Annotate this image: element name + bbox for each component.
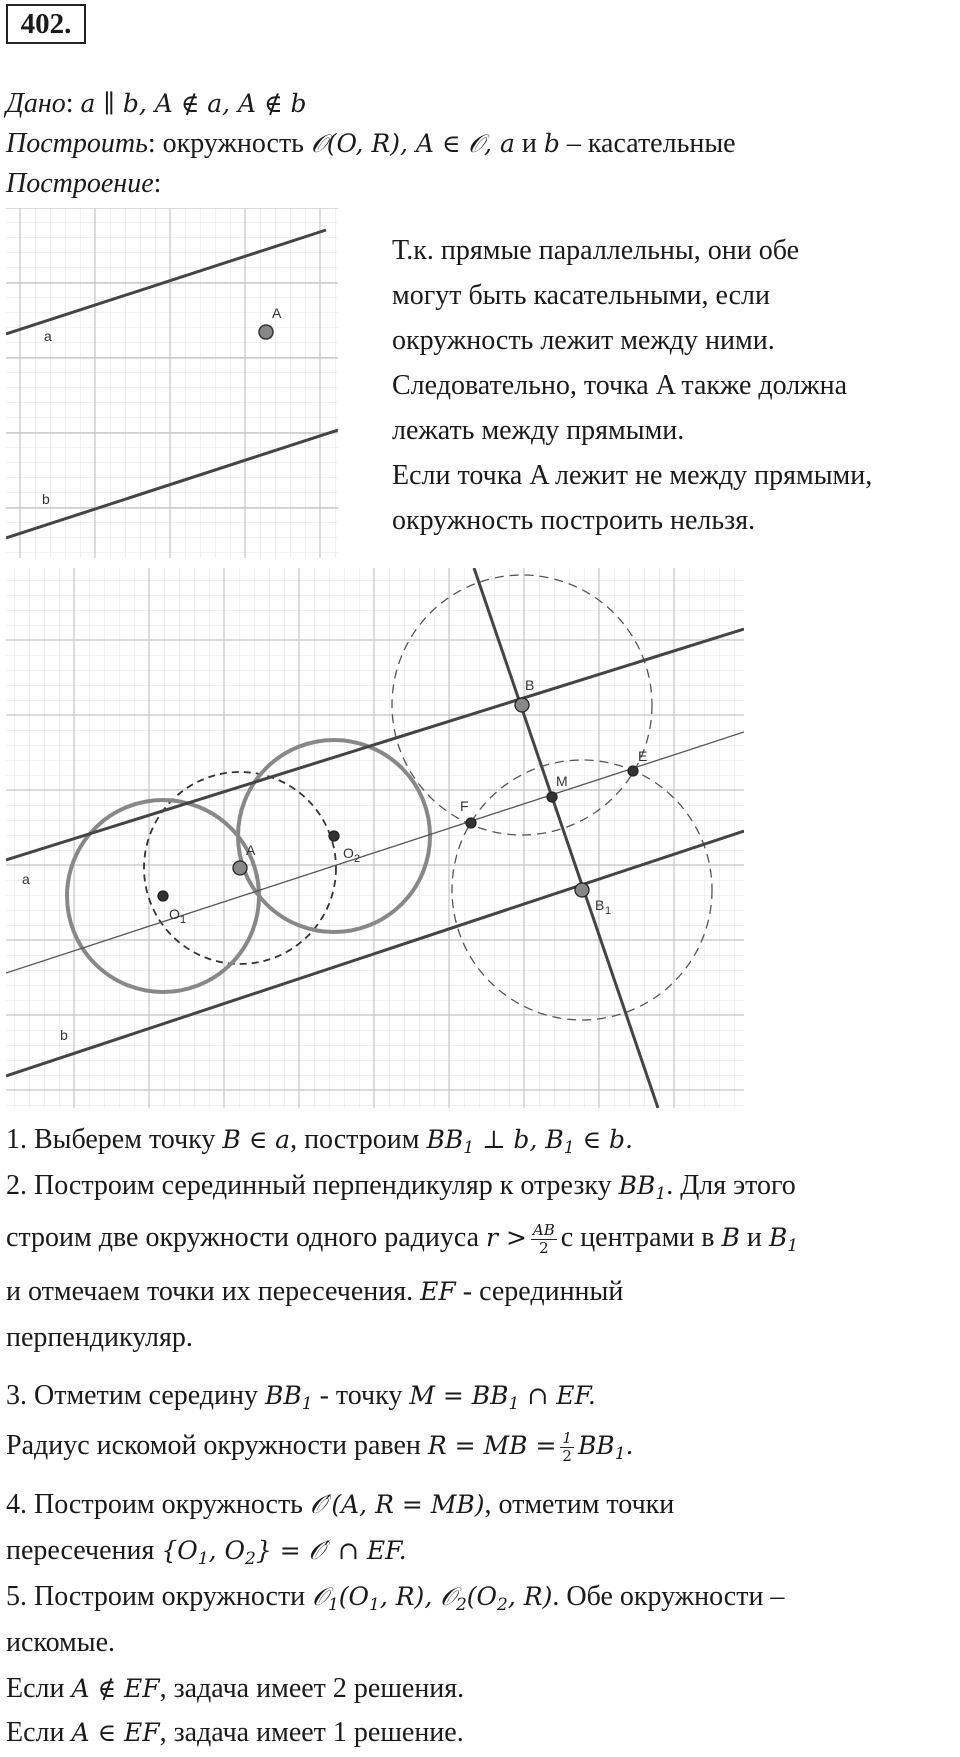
step-3-text: 3. Отметим середину: [6, 1380, 259, 1411]
intro-line: Следовательно, точка A также должна: [392, 370, 848, 401]
intro-line: могут быть касательными, если: [392, 280, 770, 311]
step-5-line-2: [6, 1625, 115, 1661]
conclusion-text: , задача имеет 1 решение.: [159, 1717, 464, 1748]
point-E: [628, 766, 638, 776]
point-F: [466, 818, 476, 828]
point-O2: [329, 831, 339, 841]
step-4-line-2: [6, 1533, 407, 1577]
step-3-math: BB: [265, 1381, 302, 1410]
step-2-line-1: [6, 1168, 796, 1212]
step-1: [6, 1122, 633, 1166]
given-math: a ∥ b, A ∉ a, A ∉ b: [80, 89, 307, 118]
step-5-math: (O: [338, 1582, 370, 1611]
step-5-math: , R): [507, 1582, 553, 1611]
conclusion-math: A ∉ EF: [71, 1674, 160, 1703]
point-A: [259, 325, 273, 339]
step-1-math: ∈ b.: [574, 1125, 633, 1154]
problem-number: 402.: [6, 4, 86, 44]
step-5-math: , R), 𝒪: [379, 1582, 456, 1611]
step-5-line-1: [6, 1579, 784, 1623]
conclusion-1: [6, 1671, 464, 1707]
given-line: Дано: a ∥ b, A ∉ a, A ∉ b: [6, 88, 307, 119]
step-2-text: с центрами в: [560, 1222, 715, 1253]
step-2-text: 2. Построим серединный перпендикуляр к отрезку: [6, 1170, 612, 1201]
subscript: 1: [369, 1595, 380, 1615]
intro-line: Т.к. прямые параллельны, они обе: [392, 235, 799, 266]
step-3-math: R = MB =: [427, 1431, 557, 1460]
subscript: 1: [197, 1549, 209, 1569]
step-2-text: и отмечаем точки их пересечения.: [6, 1276, 414, 1307]
step-1-math: BB: [426, 1125, 464, 1154]
fraction-numerator: 1: [562, 1429, 572, 1448]
label-M: M: [556, 773, 568, 789]
label-a: a: [22, 871, 30, 887]
fraction: [560, 1430, 574, 1465]
step-1-text: , построим: [290, 1124, 420, 1155]
step-2-line-4: [6, 1320, 193, 1356]
figure-1: [6, 208, 338, 558]
point-M: [547, 792, 557, 802]
fraction-denominator: 2: [539, 1239, 549, 1258]
step-2-text: - серединный: [462, 1276, 624, 1307]
subscript: 1: [655, 1184, 667, 1204]
point-B1: [575, 883, 589, 897]
construct-text-3: – касательные: [566, 128, 736, 159]
subscript: 1: [563, 1138, 575, 1158]
step-3-math: .: [625, 1431, 634, 1460]
conclusion-text: Если: [6, 1673, 65, 1704]
label-O2-sub: 2: [354, 853, 361, 865]
subscript: 1: [508, 1394, 520, 1414]
step-4-text: пересечения: [6, 1535, 155, 1566]
label-F: F: [460, 798, 469, 814]
construction-line: Построение:: [6, 168, 162, 199]
step-1-math: ⊥ b, B: [474, 1125, 564, 1154]
label-A: A: [246, 842, 256, 858]
construct-text-2: и: [521, 128, 537, 159]
construct-label: Построить: [6, 128, 148, 159]
step-2-math: B: [768, 1223, 788, 1252]
step-3-text: Радиус искомой окружности равен: [6, 1430, 421, 1461]
label-E: E: [638, 748, 648, 764]
step-1-text: 1. Выберем точку: [6, 1124, 216, 1155]
step-2-math: B: [721, 1223, 740, 1252]
step-3-line-2: [6, 1428, 633, 1472]
step-4-math: {O: [161, 1536, 198, 1565]
intro-line: Если точка A лежит не между прямыми,: [392, 460, 873, 491]
step-4-math: , O: [208, 1536, 246, 1565]
subscript: 1: [327, 1595, 339, 1615]
step-5-text: искомые.: [6, 1627, 116, 1658]
step-4-text: , отметим точки: [484, 1489, 675, 1520]
step-5-text: . Обе окружности –: [552, 1581, 785, 1612]
step-2-text: перпендикуляр.: [6, 1322, 193, 1353]
fraction: [531, 1222, 557, 1257]
conclusion-math: A ∈ EF: [71, 1718, 160, 1747]
label-a: a: [44, 328, 52, 344]
label-A: A: [272, 305, 282, 321]
intro-paragraph: [392, 228, 960, 543]
point-O1: [158, 891, 168, 901]
step-3-math: ∩ EF.: [519, 1381, 596, 1410]
conclusion-text: Если: [6, 1717, 65, 1748]
point-B: [515, 698, 529, 712]
step-5-text: 5. Построим окружности: [6, 1581, 306, 1612]
label-O1: O: [169, 906, 180, 922]
construct-text-1: окружность: [162, 128, 304, 159]
step-5-math: (O: [466, 1582, 498, 1611]
step-5-math: 𝒪: [312, 1582, 328, 1611]
label-B1: B: [595, 897, 605, 913]
step-2-math: r >: [486, 1223, 527, 1252]
construct-math-1: 𝒪(O, R), A ∈ 𝒪, a: [310, 129, 515, 158]
subscript: 2: [245, 1549, 256, 1569]
step-2-text: и: [746, 1222, 762, 1253]
subscript: 1: [301, 1394, 313, 1414]
subscript: 2: [497, 1595, 508, 1615]
step-2-line-2: [6, 1220, 798, 1264]
intro-line: окружность построить нельзя.: [392, 505, 756, 536]
fraction-numerator: AB: [532, 1221, 555, 1240]
step-1-math: B ∈ a: [222, 1125, 291, 1154]
given-label: Дано: [6, 88, 66, 119]
point-A: [233, 861, 247, 875]
step-3-math: M = BB: [409, 1381, 509, 1410]
step-2-text: . Для этого: [666, 1170, 796, 1201]
step-2-text: строим две окружности одного радиуса: [6, 1222, 480, 1253]
intro-line: лежать между прямыми.: [392, 415, 685, 446]
subscript: 1: [787, 1236, 799, 1256]
step-2-line-3: [6, 1274, 623, 1310]
construct-math-2: b: [543, 129, 560, 158]
construction-label: Построение: [6, 168, 154, 199]
construct-line: Построить: окружность 𝒪(O, R), A ∈ 𝒪, a и b – касательные: [6, 128, 736, 159]
step-3-line-1: [6, 1378, 596, 1422]
label-B: B: [525, 677, 535, 693]
label-b: b: [60, 1027, 68, 1043]
conclusion-text: , задача имеет 2 решения.: [159, 1673, 465, 1704]
step-4-math: 𝒪′(A, R = MB): [309, 1490, 485, 1519]
step-4-text: 4. Построим окружность: [6, 1489, 303, 1520]
label-B1-sub: 1: [605, 905, 612, 917]
subscript: 2: [455, 1595, 467, 1615]
step-3-math: BB: [577, 1431, 615, 1460]
intro-line: окружность лежит между ними.: [392, 325, 775, 356]
label-O2: O: [343, 845, 354, 861]
figure-2: [6, 568, 744, 1108]
conclusion-2: [6, 1715, 464, 1751]
step-3-text: - точку: [319, 1380, 403, 1411]
subscript: 1: [463, 1138, 475, 1158]
step-4-math: } = 𝒪′ ∩ EF.: [255, 1536, 407, 1565]
step-2-math: EF: [420, 1277, 456, 1306]
label-O1-sub: 1: [180, 914, 187, 926]
step-2-math: BB: [618, 1171, 656, 1200]
step-4-line-1: [6, 1487, 674, 1523]
fraction-denominator: 2: [562, 1447, 572, 1466]
label-b: b: [42, 491, 50, 507]
subscript: 1: [614, 1444, 626, 1464]
